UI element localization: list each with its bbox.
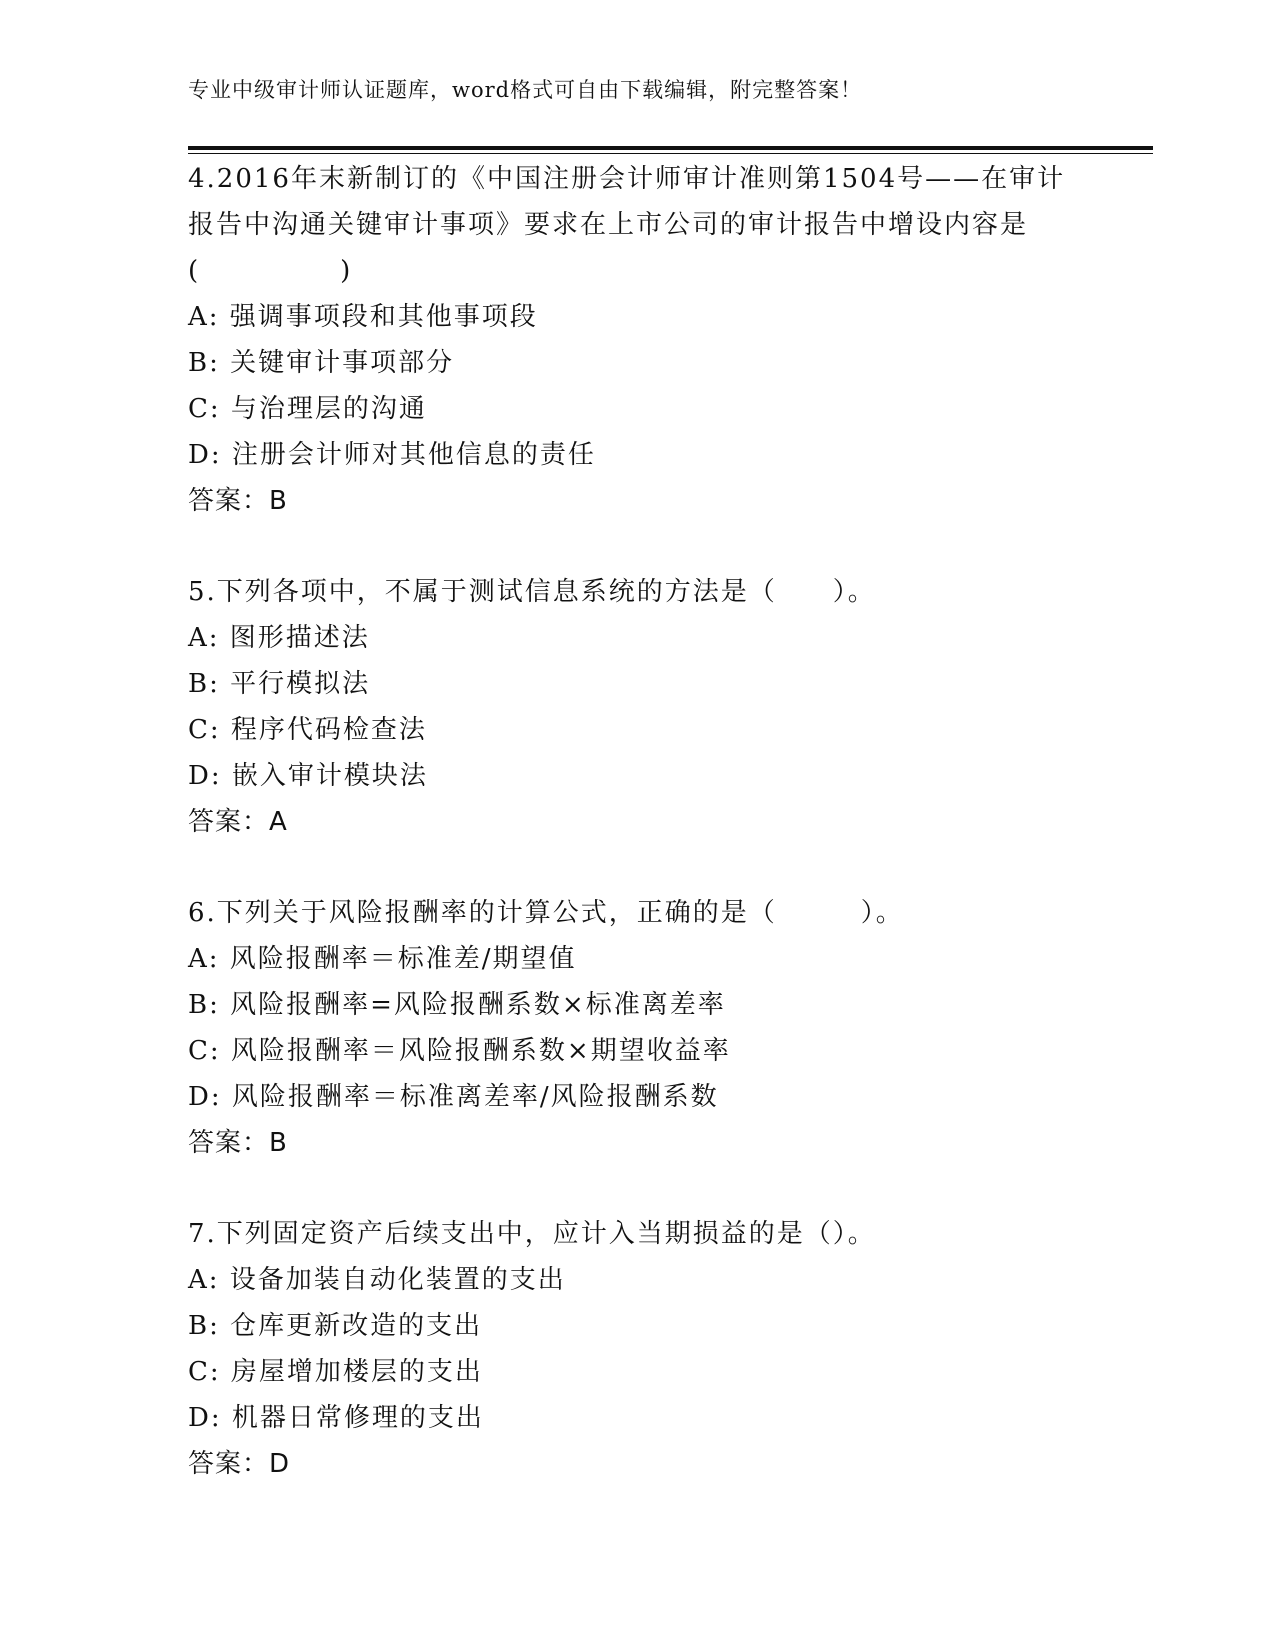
question-stem-line: ( ) [188,256,353,286]
question-stem [188,156,1088,294]
option-d: D: 机器日常修理的支出 [188,1403,484,1433]
page-header: 专业中级审计师认证题库，word格式可自由下载编辑，附完整答案！ [188,78,863,102]
question-item [188,1211,1088,1487]
option-c: C: 房屋增加楼层的支出 [188,1357,483,1387]
answer-line: 答案：A [188,807,288,837]
option-b: B: 仓库更新改造的支出 [188,1311,483,1341]
answer-line: 答案：B [188,1128,288,1158]
option-d: D: 风险报酬率＝标准离差率/风险报酬系数 [188,1082,719,1112]
option-c: C: 程序代码检查法 [188,715,427,745]
answer-line: 答案：D [188,1449,291,1479]
question-item [188,569,1088,845]
question-list [188,156,1088,1532]
option-b: B: 平行模拟法 [188,669,371,699]
option-a: A: 强调事项段和其他事项段 [188,302,538,332]
question-stem [188,890,1088,936]
option-a: A: 图形描述法 [188,623,370,653]
question-stem-line: 6.下列关于风险报酬率的计算公式，正确的是（ ）。 [188,898,904,928]
question-stem-line: 5.下列各项中，不属于测试信息系统的方法是（ ）。 [188,577,876,607]
answer-line: 答案：B [188,486,288,516]
question-stem-line: 4.2016年末新制订的《中国注册会计师审计准则第1504号——在审计 [188,164,1066,194]
question-stem [188,569,1088,615]
question-stem-line: 报告中沟通关键审计事项》要求在上市公司的审计报告中增设内容是 [188,210,1029,240]
option-a: A: 设备加装自动化装置的支出 [188,1265,566,1295]
question-item [188,890,1088,1166]
header-rule-thin [188,153,1153,154]
option-c: C: 与治理层的沟通 [188,394,427,424]
question-stem-line: 7.下列固定资产后续支出中，应计入当期损益的是（）。 [188,1219,876,1249]
option-b: B: 风险报酬率=风险报酬系数×标准离差率 [188,990,726,1020]
option-d: D: 嵌入审计模块法 [188,761,428,791]
option-c: C: 风险报酬率＝风险报酬系数×期望收益率 [188,1036,731,1066]
option-d: D: 注册会计师对其他信息的责任 [188,440,596,470]
option-a: A: 风险报酬率＝标准差/期望值 [188,944,577,974]
option-b: B: 关键审计事项部分 [188,348,455,378]
header-rule-thick [188,146,1153,150]
question-stem [188,1211,1088,1257]
question-item [188,156,1088,524]
